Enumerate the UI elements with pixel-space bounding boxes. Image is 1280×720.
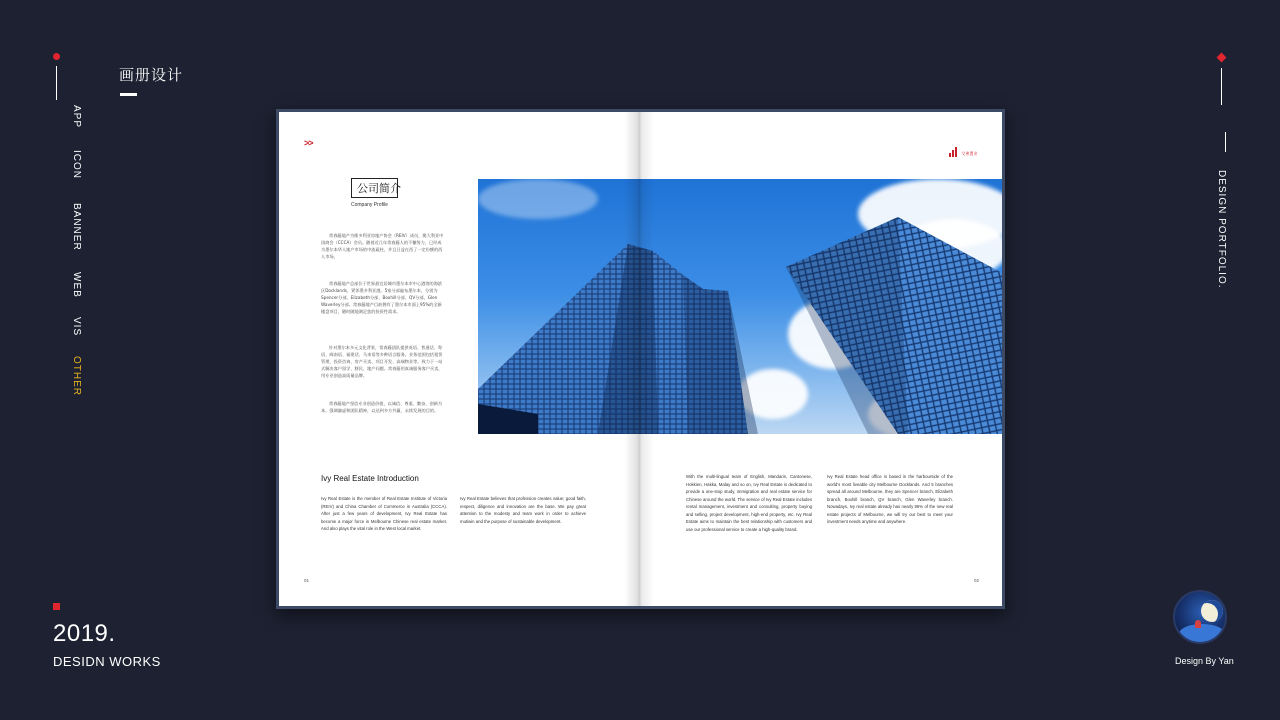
figure-shape [1195,620,1201,628]
section-title-cn: 公司简介 [357,182,401,195]
nav-item-icon[interactable]: ICON [71,150,82,179]
nav-item-vis[interactable]: VIS [71,317,82,337]
section-subtitle-en: Company Profile [351,202,388,208]
hill-shape [1179,624,1225,644]
en-paragraph: Ivy Real Estate head office is based in the harbourside of the world's most liveable city Melbourne Docklands. And 5 branches spread all around Melbourne, they are Spencer branch, Elizabeth branch, Boxhill branch, QV branch, Glen Waverley branch. Nowadays, Ivy real estate already has nearly 95% of the new real estate projects of Melbourne, we will try our best to meet your investment needs anytime and anywhere. [827,474,953,524]
en-paragraph: Ivy Real Estate believes that profession creates value; good faith, respect, diligence and innovation are the base. We pay great attention to the modesty and team work in order to achieve mutiwin and the purpose of sustainable development. [460,496,586,524]
page-number-right: 02 [974,578,980,583]
red-diamond-marker [1217,53,1227,63]
en-paragraph: With the multi-lingual team of English, Mandarin, Cantonese, Hokkien, Hakka, Malay and so on, Ivy Real Estate is dedicated to provide a one-stop study, immigration and real estate service for Chinese around the world. The service of Ivy Real Estate includes rental management, investment and consulting, property buying and selling, project development, high-end property, etc. Ivy Real Estate aims to maintain the best relationship with customers and use our professional service to create a high-quality brand. [686,474,812,532]
logo-bars-icon [949,147,957,157]
towers-illustration [478,179,1004,434]
designer-avatar[interactable] [1173,590,1227,644]
cn-paragraph: 常春藤地产为维多利亚房地产协会（REIV）成员，澳大利亚中国商会（CCCA）会员。随着近几年常春藤人的不懈努力，已经成为墨尔本华人地产市场的中流砥柱，并且日益在西了一定份额的西人市场。 [321,233,444,259]
moon-icon [1201,600,1223,622]
logo-text: 艾弗置业 [961,151,978,156]
nav-item-banner[interactable]: BANNER [71,203,82,251]
skyscraper-photo [478,179,1004,434]
designer-credit: Design By Yan [1175,656,1234,666]
brand-logo [949,139,977,157]
cn-paragraph: 常春藤地产总部位于世界最宜居城市墨尔本市中心港湾的海滨区Docklands，紧邻墨多利亚港。5家分部遍布墨尔本，分别为Spencer分部、Elizabeth分部、Boxhill分部、QV分部、Glen Waverley分部。常春藤地产目前拥有了墨尔本市面上95%的全新楼盘项目，随时随地满足您的投资性需求。 [321,281,443,314]
title-underline [120,93,137,96]
cn-paragraph: 常春藤地产坚信专业创造价值，以诚信、尊重、勤奋、创新为本。强调谦虚和团队精神，以达到多方共赢、永续发展的目的。 [321,401,443,413]
nav-item-app[interactable]: APP [71,105,82,129]
right-divider-line [1221,68,1222,105]
right-short-line [1225,132,1226,152]
nav-item-other[interactable]: OTHER [71,356,82,396]
red-square-marker [53,603,60,610]
page-title: 画册设计 [119,66,184,84]
left-divider-line [56,66,57,100]
footer-subtitle: DESIDN WORKS [53,654,161,669]
portfolio-label: DESIGN PORTFOLIO. [1216,170,1227,289]
chevron-right-icon: >> [304,138,313,148]
en-paragraph: Ivy Real Estate is the member of Real Estate Institute of Victoria (REIV) and China Chamber of Commerce in Australia (CCCA). After just a few years of development, Ivy Real Estate has become a major force in Melbourne Chinese real estate market. And also plays the vital role in the West local market. [321,496,447,531]
page-number-left: 01 [304,578,310,583]
brochure-spread [276,109,1005,609]
cn-paragraph: 针对墨尔本多元文化背景，常春藤团队提供英语、普通话、粤语、闽南语、福建话、马来语等多种语言服务。业务范围包括租赁管理、投资咨询、房产买卖、项目开发、高端物业等。致力于一站式解决客户留学、移民、地产问题。常春藤用真诚服务客户买卖，用专业创造高质量品牌。 [321,345,443,378]
red-dot-marker [53,53,60,60]
footer-year: 2019. [53,620,116,647]
nav-item-web[interactable]: WEB [71,272,82,298]
intro-title: Ivy Real Estate Introduction [321,474,419,483]
